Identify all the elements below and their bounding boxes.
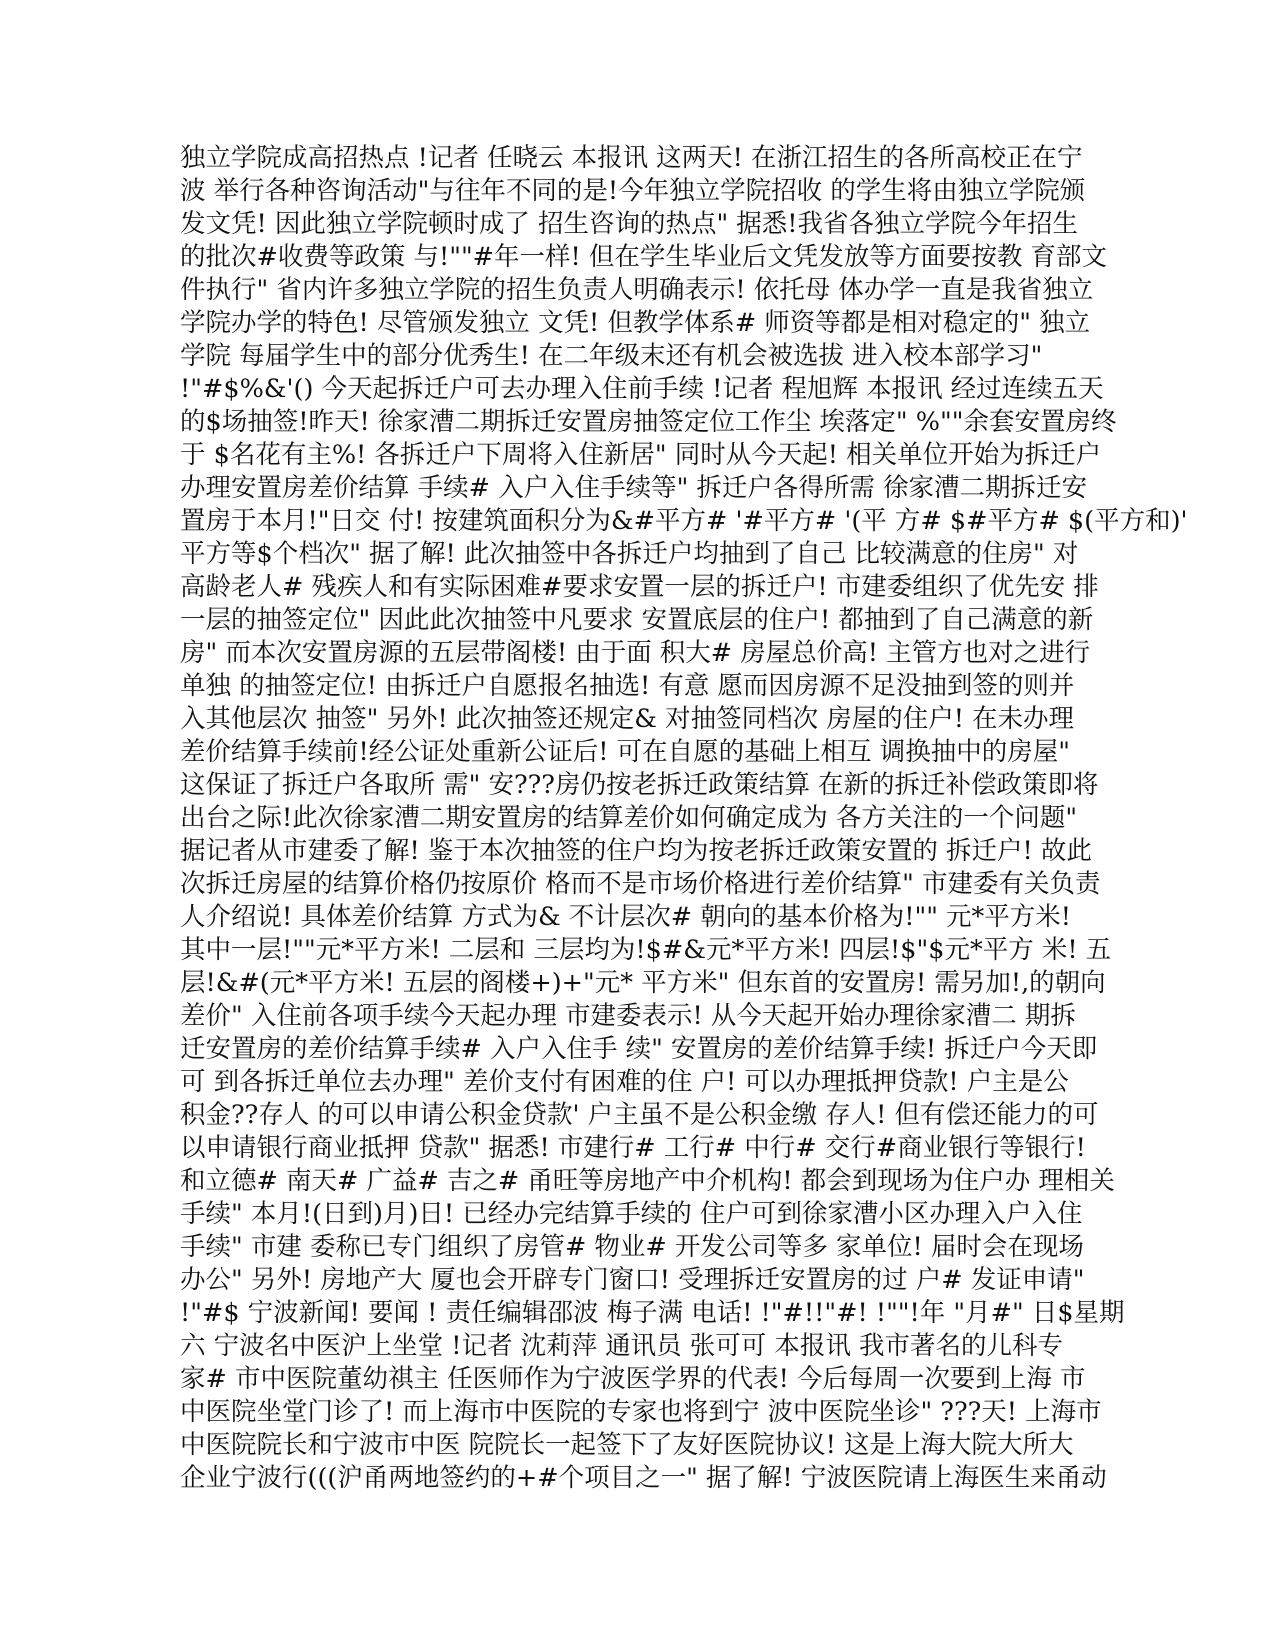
text-line: 的$场抽签!昨天! 徐家漕二期拆迁安置房抽签定位工作尘 埃落定" %""余套安置房终 (180, 407, 1117, 437)
text-line: 和立德# 南天# 广益# 吉之# 甬旺等房地产中介机构! 都会到现场为住户办 理相关 (180, 1166, 1115, 1196)
text-line: 差价" 入住前各项手续今天起办理 市建委表示! 从今天起开始办理徐家漕二 期拆 (180, 1001, 1076, 1031)
text-line: 学院 每届学生中的部分优秀生! 在二年级末还有机会被选拔 进入校本部学习" (180, 341, 1043, 371)
text-line: 件执行" 省内许多独立学院的招生负责人明确表示! 依托母 体办学一直是我省独立 (180, 275, 1094, 305)
text-line: 企业宁波行(((沪甬两地签约的+#个项目之一" 据了解! 宁波医院请上海医生来甬动 (180, 1463, 1107, 1493)
text-line: 迁安置房的差价结算手续# 入户入住手 续" 安置房的差价结算手续! 拆迁户今天即 (180, 1034, 1098, 1064)
text-line: 中医院坐堂门诊了! 而上海市中医院的专家也将到宁 波中医院坐诊" ???天! 上海市 (180, 1397, 1102, 1427)
text-line: 家# 市中医院董幼祺主 任医师作为宁波医学界的代表! 今后每周一次要到上海 市 (180, 1364, 1086, 1394)
text-line: 手续" 市建 委称已专门组织了房管# 物业# 开发公司等多 家单位! 届时会在现场 (180, 1232, 1084, 1262)
text-line: 这保证了拆迁户各取所 需" 安???房仍按老拆迁政策结算 在新的拆迁补偿政策即将 (180, 770, 1099, 800)
text-line: 高龄老人# 残疾人和有实际困难#要求安置一层的拆迁户! 市建委组织了优先安 排 (180, 572, 1099, 602)
document-body (180, 142, 1188, 1495)
text-line: !"#$%&'() 今天起拆迁户可去办理入住前手续 !记者 程旭辉 本报讯 经过连续五天 (180, 374, 1104, 404)
text-line: 层!&#(元*平方米! 五层的阁楼+)+"元* 平方米" 但东首的安置房! 需另加!,的朝向 (180, 968, 1106, 998)
text-line: !"#$ 宁波新闻! 要闻 ! 责任编辑邵波 梅子满 电话! !"#!!"#! !""!年 "月#" 日$星期 (180, 1298, 1125, 1328)
text-line: 单独 的抽签定位! 由拆迁户自愿报名抽选! 有意 愿而因房源不足没抽到签的则并 (180, 671, 1075, 701)
text-line: 以申请银行商业抵押 贷款" 据悉! 市建行# 工行# 中行# 交行#商业银行等银行! (180, 1133, 1086, 1163)
text-line: 差价结算手续前!经公证处重新公证后! 可在自愿的基础上相互 调换抽中的房屋" (180, 737, 1070, 767)
text-line: 办公" 另外! 房地产大 厦也会开辟专门窗口! 受理拆迁安置房的过 户# 发证申请" (180, 1265, 1085, 1295)
text-line: 波 举行各种咨询活动"与往年不同的是!今年独立学院招收 的学生将由独立学院颁 (180, 176, 1086, 206)
text-line: 其中一层!""元*平方米! 二层和 三层均为!$#&元*平方米! 四层!$"$元*平方 米! 五 (180, 935, 1112, 965)
text-line: 平方等$个档次" 据了解! 此次抽签中各拆迁户均抽到了自己 比较满意的住房" 对 (180, 539, 1079, 569)
text-line: 积金??存人 的可以申请公积金贷款' 户主虽不是公积金缴 存人! 但有偿还能力的可 (180, 1100, 1099, 1130)
text-line: 出台之际!此次徐家漕二期安置房的结算差价如何确定成为 各方关注的一个问题" (180, 803, 1078, 833)
text-line: 次拆迁房屋的结算价格仍按原价 格而不是市场价格进行差价结算" 市建委有关负责 (180, 869, 1101, 899)
text-line: 据记者从市建委了解! 鉴于本次抽签的住户均为按老拆迁政策安置的 拆迁户! 故此 (180, 836, 1092, 866)
text-line: 办理安置房差价结算 手续# 入户入住手续等" 拆迁户各得所需 徐家漕二期拆迁安 (180, 473, 1088, 503)
text-line: 于 $名花有主%! 各拆迁户下周将入住新居" 同时从今天起! 相关单位开始为拆迁户 (180, 440, 1102, 470)
text-line: 可 到各拆迁单位去办理" 差价支付有困难的住 户! 可以办理抵押贷款! 户主是公 (180, 1067, 1069, 1097)
text-line: 中医院院长和宁波市中医 院院长一起签下了友好医院协议! 这是上海大院大所大 (180, 1430, 1074, 1460)
text-line: 学院办学的特色! 尽管颁发独立 文凭! 但教学体系# 师资等都是相对稳定的" 独立 (180, 308, 1091, 338)
text-line: 发文凭! 因此独立学院顿时成了 招生咨询的热点" 据悉!我省各独立学院今年招生 (180, 209, 1079, 239)
text-line: 六 宁波名中医沪上坐堂 !记者 沈莉萍 通讯员 张可可 本报讯 我市著名的儿科专 (180, 1331, 1063, 1361)
text-line: 房" 而本次安置房源的五层带阁楼! 由于面 积大# 房屋总价高! 主管方也对之进行 (180, 638, 1091, 668)
text-line: 置房于本月!"日交 付! 按建筑面积分为&#平方# '#平方# '(平 方# $#平方# $(平方和)' (180, 506, 1188, 536)
text-line: 入其他层次 抽签" 另外! 此次抽签还规定& 对抽签同档次 房屋的住户! 在未办理 (180, 704, 1075, 734)
text-line: 独立学院成高招热点 !记者 任晓云 本报讯 这两天! 在浙江招生的各所高校正在宁 (180, 143, 1083, 173)
text-line: 一层的抽签定位" 因此此次抽签中凡要求 安置底层的住户! 都抽到了自己满意的新 (180, 605, 1094, 635)
text-line: 的批次#收费等政策 与!""#年一样! 但在学生毕业后文凭发放等方面要按教 育部文 (180, 242, 1108, 272)
text-line: 人介绍说! 具体差价结算 方式为& 不计层次# 朝向的基本价格为!"" 元*平方米! (180, 902, 1072, 932)
text-line: 手续" 本月!(日到)月)日! 已经办完结算手续的 住户可到徐家漕小区办理入户入住 (180, 1199, 1083, 1229)
